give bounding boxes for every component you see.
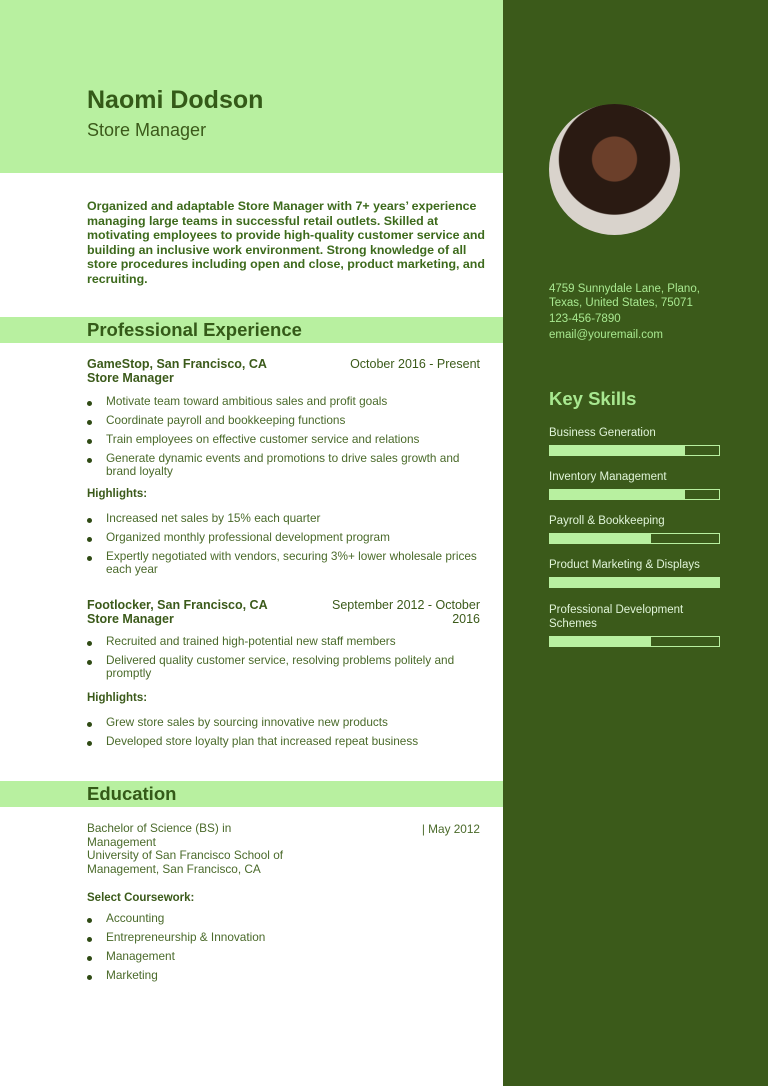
header-band xyxy=(0,0,503,173)
school: University of San Francisco School of xyxy=(87,848,284,862)
skill-fill xyxy=(550,534,651,543)
bullet-icon xyxy=(87,741,92,746)
list-item: Organized monthly professional development program xyxy=(87,531,480,544)
candidate-name: Naomi Dodson xyxy=(87,86,264,114)
skill-item xyxy=(549,426,722,456)
bullet-icon xyxy=(87,556,92,561)
job-entry xyxy=(87,598,480,754)
list-item: Entrepreneurship & Innovation xyxy=(87,931,480,944)
job-highlights xyxy=(87,512,480,576)
skill-label: Business Generation xyxy=(549,427,656,439)
skill-item xyxy=(549,558,722,588)
list-item: Delivered quality customer service, resolving problems politely and promptly xyxy=(87,654,480,680)
bullet-icon xyxy=(87,518,92,523)
education-entry xyxy=(87,822,480,988)
job-highlights xyxy=(87,716,480,748)
bullet-icon xyxy=(87,937,92,942)
skill-item xyxy=(549,470,722,500)
skills-title: Key Skills xyxy=(549,388,637,409)
skill-label: Inventory Management xyxy=(549,471,667,483)
degree: Bachelor of Science (BS) in xyxy=(87,821,232,835)
education-date: | May 2012 xyxy=(421,822,480,836)
degree-cont: Management xyxy=(87,834,156,849)
education-section-header xyxy=(0,781,503,807)
profile-photo xyxy=(549,104,680,235)
skill-bar xyxy=(549,445,720,456)
section-title: Professional Experience xyxy=(87,319,302,340)
bullet-icon xyxy=(87,458,92,463)
list-item: Recruited and trained high-potential new staff members xyxy=(87,635,480,648)
list-item: Increased net sales by 15% each quarter xyxy=(87,512,480,525)
job-duties xyxy=(87,635,480,680)
list-item: Motivate team toward ambitious sales and profit goals xyxy=(87,395,480,408)
bullet-icon xyxy=(87,537,92,542)
list-item: Management xyxy=(87,950,480,963)
skill-label: Product Marketing & Displays xyxy=(549,559,700,571)
job-entry xyxy=(87,357,480,582)
bullet-icon xyxy=(87,420,92,425)
bullet-icon xyxy=(87,401,92,406)
bullet-icon xyxy=(87,918,92,923)
skill-item xyxy=(549,514,722,544)
list-item: Coordinate payroll and bookkeeping functions xyxy=(87,414,480,427)
coursework-label: Select Coursework: xyxy=(87,892,195,904)
skill-bar xyxy=(549,577,720,588)
candidate-title: Store Manager xyxy=(87,120,207,140)
job-company: GameStop, San Francisco, CA xyxy=(87,357,267,371)
list-item: Developed store loyalty plan that increased repeat business xyxy=(87,735,480,748)
skill-label: Professional Development Schemes xyxy=(549,604,684,630)
contact-address: 4759 Sunnydale Lane, Plano, Texas, United States, 75071 xyxy=(549,283,700,309)
highlights-label: Highlights: xyxy=(87,692,148,704)
skill-fill xyxy=(550,578,719,587)
list-item: Train employees on effective customer service and relations xyxy=(87,433,480,446)
bullet-icon xyxy=(87,975,92,980)
job-role: Store Manager xyxy=(87,612,174,626)
summary: Organized and adaptable Store Manager with 7+ years’ experience managing large teams in successful retail outlets. Skilled at motivating employees to provide high-quality customer service and building an inclusive work environment. Strong knowledge of all store procedures including open and close, product marketing, and recruiting. xyxy=(87,199,485,286)
skill-bar xyxy=(549,636,720,647)
section-title: Education xyxy=(87,783,177,804)
skill-item xyxy=(549,603,699,647)
list-item: Expertly negotiated with vendors, securing 3%+ lower wholesale prices each year xyxy=(87,550,480,576)
job-role: Store Manager xyxy=(87,371,174,385)
job-duties xyxy=(87,395,480,478)
skill-bar xyxy=(549,533,720,544)
skill-label: Payroll & Bookkeeping xyxy=(549,515,665,527)
list-item: Generate dynamic events and promotions to drive sales growth and brand loyalty xyxy=(87,452,480,478)
school-cont: Management, San Francisco, CA xyxy=(87,861,261,876)
coursework-list xyxy=(87,912,480,982)
job-company: Footlocker, San Francisco, CA xyxy=(87,598,268,612)
bullet-icon xyxy=(87,956,92,961)
bullet-icon xyxy=(87,722,92,727)
skill-fill xyxy=(550,446,685,455)
contact-phone: 123-456-7890 xyxy=(549,313,621,325)
bullet-icon xyxy=(87,660,92,665)
bullet-icon xyxy=(87,439,92,444)
skill-fill xyxy=(550,490,685,499)
skill-fill xyxy=(550,637,651,646)
list-item: Grew store sales by sourcing innovative new products xyxy=(87,716,480,729)
job-dates: September 2012 - October 2016 xyxy=(332,598,480,626)
highlights-label: Highlights: xyxy=(87,488,148,500)
list-item: Marketing xyxy=(87,969,480,982)
list-item: Accounting xyxy=(87,912,480,925)
contact-email: email@youremail.com xyxy=(549,329,663,341)
experience-section-header xyxy=(0,317,503,343)
job-dates: October 2016 - Present xyxy=(350,357,480,371)
skill-bar xyxy=(549,489,720,500)
bullet-icon xyxy=(87,641,92,646)
